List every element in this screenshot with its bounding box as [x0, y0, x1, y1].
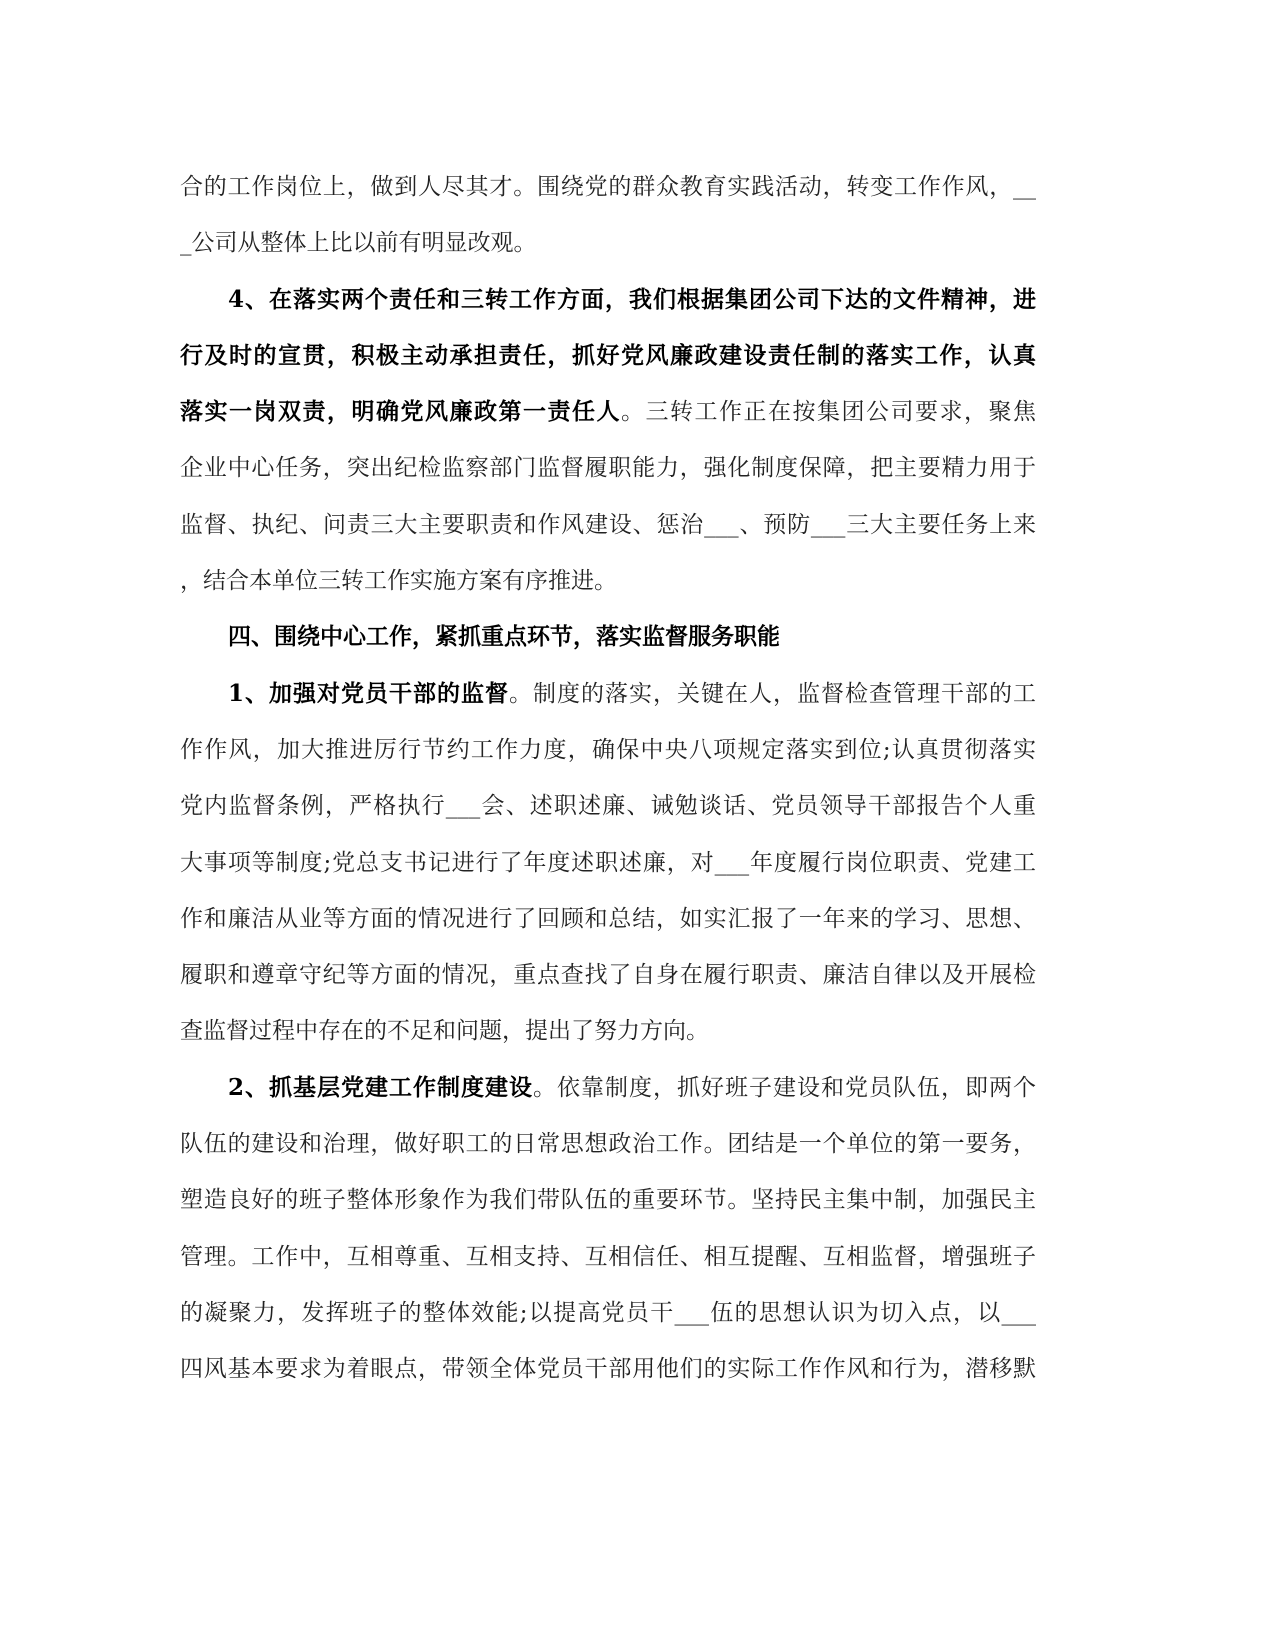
text-line — [180, 1014, 1036, 1070]
text-segment: 管理。工作中，互相尊重、互相支持、互相信任、相互提醒、互相监督，增强班子 — [180, 1243, 1036, 1270]
text-segment: 大事项等制度;党总支书记进行了年度述职述廉，对___年度履行岗位职责、党建工 — [180, 849, 1036, 876]
text-line — [180, 1071, 1036, 1127]
text-line — [180, 733, 1036, 789]
text-line — [180, 846, 1036, 902]
text-line — [180, 170, 1036, 226]
text-segment: 监督、执纪、问责三大主要职责和作风建设、惩治___、预防___三大主要任务上来 — [180, 511, 1036, 538]
text-line — [180, 1352, 1036, 1408]
text-line — [180, 958, 1036, 1014]
bold-text-segment: 四、围绕中心工作，紧抓重点环节，落实监督服务职能 — [228, 623, 780, 651]
text-segment: _公司从整体上比以前有明显改观。 — [180, 230, 537, 257]
text-line — [180, 395, 1036, 451]
text-segment: 党内监督条例，严格执行___会、述职述廉、诫勉谈话、党员领导干部报告个人重 — [180, 793, 1036, 820]
text-segment: 企业中心任务，突出纪检监察部门监督履职能力，强化制度保障，把主要精力用于 — [180, 455, 1036, 482]
text-segment: 塑造良好的班子整体形象作为我们带队伍的重要环节。坚持民主集中制，加强民主 — [180, 1187, 1036, 1214]
text-segment: 履职和遵章守纪等方面的情况，重点查找了自身在履行职责、廉洁自律以及开展检 — [180, 962, 1036, 989]
text-line — [180, 226, 1036, 282]
text-line — [180, 1127, 1036, 1183]
text-line — [180, 1296, 1036, 1352]
text-line — [180, 508, 1036, 564]
document-page — [180, 170, 1036, 1409]
text-segment: 四风基本要求为着眼点，带领全体党员干部用他们的实际工作作风和行为，潜移默 — [180, 1356, 1036, 1383]
text-line — [180, 283, 1036, 339]
text-segment: 。三转工作正在按集团公司要求，聚焦 — [621, 399, 1036, 426]
bold-text-segment: 1、加强对党员干部的监督 — [228, 679, 509, 707]
text-line — [180, 451, 1036, 507]
text-line — [180, 1183, 1036, 1239]
text-line — [180, 620, 1036, 676]
bold-text-segment: 行及时的宣贯，积极主动承担责任，抓好党风廉政建设责任制的落实工作，认真 — [180, 341, 1036, 369]
text-segment: 作作风，加大推进厉行节约工作力度，确保中央八项规定落实到位;认真贯彻落实 — [180, 736, 1036, 763]
text-segment: 查监督过程中存在的不足和问题，提出了努力方向。 — [180, 1018, 709, 1045]
text-segment: 。依靠制度，抓好班子建设和党员队伍，即两个 — [533, 1074, 1036, 1101]
text-segment: 的凝聚力，发挥班子的整体效能;以提高党员干___伍的思想认识为切入点，以___ — [180, 1299, 1036, 1326]
text-segment: 队伍的建设和治理，做好职工的日常思想政治工作。团结是一个单位的第一要务， — [180, 1131, 1036, 1158]
bold-text-segment: 2、抓基层党建工作制度建设 — [228, 1073, 533, 1101]
text-segment: 合的工作岗位上，做到人尽其才。围绕党的群众教育实践活动，转变工作作风，__ — [180, 174, 1036, 200]
text-segment: 作和廉洁从业等方面的情况进行了回顾和总结，如实汇报了一年来的学习、思想、 — [180, 905, 1036, 932]
text-line — [180, 902, 1036, 958]
text-line — [180, 1240, 1036, 1296]
bold-text-segment: 落实一岗双责，明确党风廉政第一责任人 — [180, 398, 621, 426]
text-segment: 。制度的落实，关键在人，监督检查管理干部的工 — [509, 680, 1036, 707]
text-segment: ，结合本单位三转工作实施方案有序推进。 — [180, 568, 617, 595]
text-line — [180, 789, 1036, 845]
text-line — [180, 677, 1036, 733]
bold-text-segment: 4、在落实两个责任和三转工作方面，我们根据集团公司下达的文件精神，进 — [228, 285, 1036, 313]
text-line — [180, 564, 1036, 620]
text-line — [180, 339, 1036, 395]
